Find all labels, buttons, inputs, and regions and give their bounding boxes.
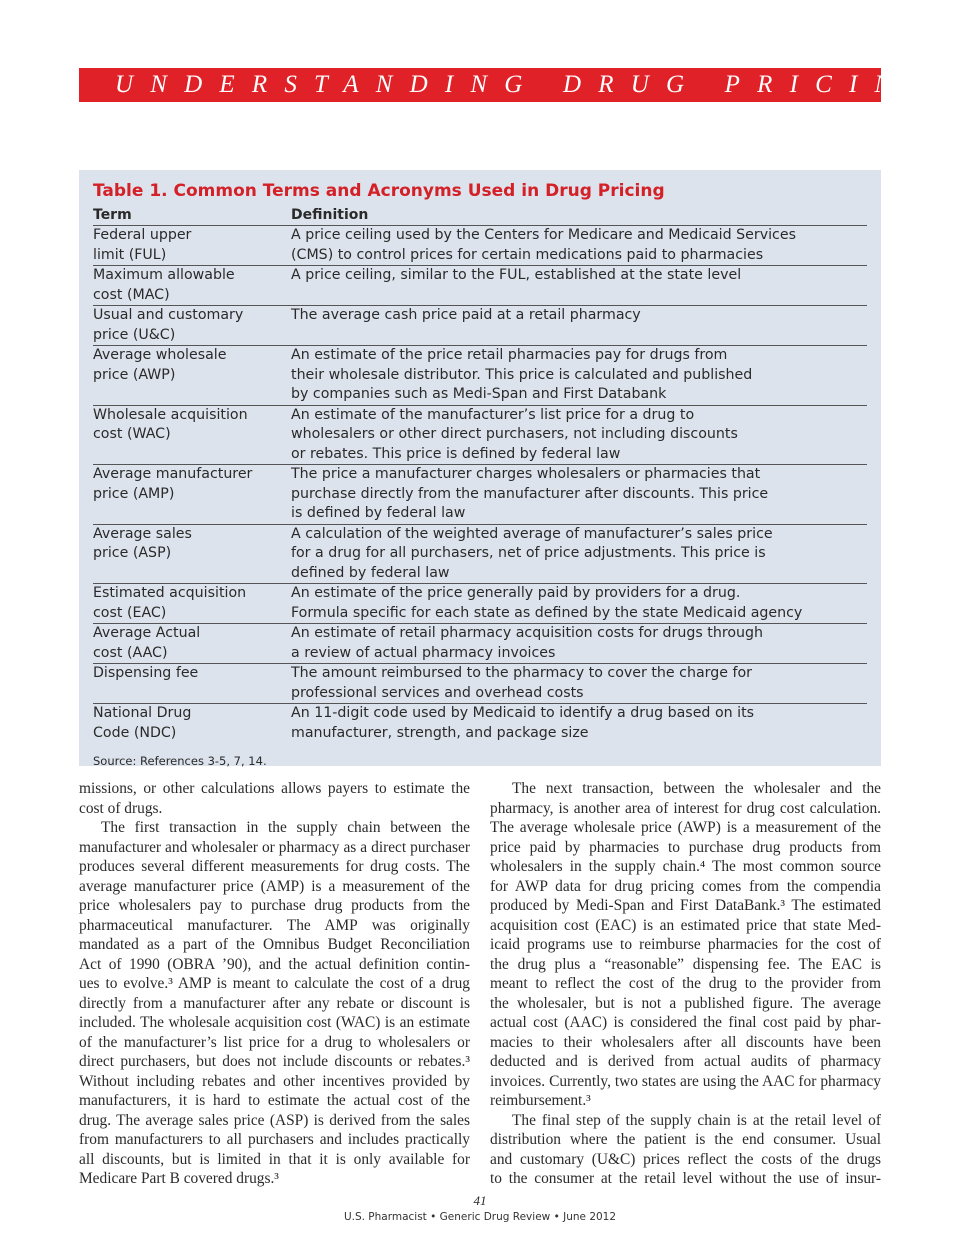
text-line: drug. The average sales price (ASP) is derived from the sales bbox=[79, 1111, 470, 1129]
term-cell bbox=[93, 624, 291, 663]
text-line: average manufacturer price (AMP) is a measurement of the bbox=[79, 877, 470, 895]
body-column-left bbox=[79, 779, 470, 1189]
definition-line: for a drug for all purchasers, net of price adjustments. This price is bbox=[291, 545, 766, 561]
text-line: Medicare Part B covered drugs.³ bbox=[79, 1170, 279, 1187]
page-footer: U.S. Pharmacist • Generic Drug Review • June 2012 bbox=[343, 1211, 617, 1223]
terms-table bbox=[79, 170, 881, 766]
body-paragraph bbox=[490, 1111, 881, 1189]
term-line: price (AMP) bbox=[93, 485, 175, 502]
table-row bbox=[93, 266, 867, 306]
term-line: Average sales bbox=[93, 525, 192, 542]
text-line: produced by Medi-Span and First DataBank.³ The estimated bbox=[490, 897, 881, 914]
text-line: directly from a manufacturer after any rebate or discount is bbox=[79, 994, 470, 1012]
text-line: the wholesaler, but is not a published figure. The average bbox=[490, 994, 881, 1012]
text-line: produces several different measurements for drug costs. The bbox=[79, 858, 470, 875]
table-row bbox=[93, 584, 867, 624]
term-line: Average manufacturer bbox=[93, 466, 253, 482]
text-line: missions, or other calculations allows payers to estimate the bbox=[79, 780, 470, 797]
definition-line: (CMS) to control prices for certain medications paid to pharmacies bbox=[291, 246, 764, 263]
text-line: actual cost (AAC) is considered the final cost paid by phar- bbox=[490, 1014, 881, 1031]
term-line: Usual and customary bbox=[93, 307, 244, 323]
text-line: pharmaceutical manufacturer. The AMP was originally bbox=[79, 916, 470, 934]
table-row bbox=[93, 346, 867, 406]
definition-line: A calculation of the weighted average of manufacturer’s sales price bbox=[291, 525, 773, 542]
text-line: price paid by pharmacies to purchase drug products from bbox=[490, 838, 881, 856]
text-line: of the manufacturer’s list price for a drug to wholesalers or bbox=[79, 1033, 470, 1051]
term-cell bbox=[93, 525, 291, 584]
definition-line: An estimate of the manufacturer’s list price for a drug to bbox=[291, 406, 695, 423]
body-paragraph bbox=[79, 818, 470, 1189]
text-line: wholesalers in the supply chain.⁴ The most common source bbox=[490, 858, 881, 875]
definition-line: wholesalers or other direct purchasers, not including discounts bbox=[291, 426, 738, 442]
text-line: The next transaction, between the wholesaler and the bbox=[512, 780, 881, 797]
definition-line: The amount reimbursed to the pharmacy to cover the charge for bbox=[291, 665, 752, 681]
page-number: 41 bbox=[473, 1193, 487, 1208]
definition-line: Formula specific for each state as defined by the state Medicaid agency bbox=[291, 604, 803, 621]
text-line: distribution where the patient is the end consumer. Usual bbox=[490, 1131, 881, 1148]
table-row bbox=[93, 704, 867, 743]
term-line: Dispensing fee bbox=[93, 665, 199, 681]
definition-line: defined by federal law bbox=[291, 564, 450, 581]
text-line: mandated as a part of the Omnibus Budget Reconciliation bbox=[79, 936, 470, 953]
body-paragraph bbox=[490, 779, 881, 1111]
definition-cell bbox=[291, 306, 867, 345]
table-row bbox=[93, 664, 867, 704]
table-row bbox=[93, 306, 867, 346]
table-source: Source: References 3-5, 7, 14. bbox=[93, 754, 267, 768]
text-line: The final step of the supply chain is at the retail level of bbox=[512, 1111, 881, 1129]
term-line: cost (WAC) bbox=[93, 426, 171, 442]
term-cell bbox=[93, 465, 291, 524]
definition-line: a review of actual pharmacy invoices bbox=[291, 644, 556, 661]
term-line: limit (FUL) bbox=[93, 246, 167, 263]
table-row bbox=[93, 406, 867, 466]
definition-line: The average cash price paid at a retail pharmacy bbox=[291, 307, 641, 323]
text-line: cost of drugs. bbox=[79, 799, 163, 817]
text-line: manufacturer and wholesaler or pharmacy as a direct purchaser bbox=[79, 838, 470, 856]
text-line: deducted and is derived from actual audits of pharmacy bbox=[490, 1053, 881, 1070]
definition-cell bbox=[291, 226, 867, 265]
section-banner bbox=[79, 68, 944, 102]
term-cell bbox=[93, 346, 291, 405]
definition-line: is defined by federal law bbox=[291, 505, 466, 521]
table-row bbox=[93, 465, 867, 525]
text-line: pharmacy, is another area of interest for drug cost calculation. bbox=[490, 799, 881, 817]
table-row bbox=[93, 525, 867, 585]
body-paragraph bbox=[79, 779, 470, 818]
term-line: price (U&C) bbox=[93, 326, 176, 343]
header-term: Term bbox=[93, 207, 132, 223]
text-line: for AWP data for drug pricing comes from the compendia bbox=[490, 877, 881, 895]
term-cell bbox=[93, 664, 291, 703]
definition-line: or rebates. This price is defined by federal law bbox=[291, 445, 621, 462]
definition-line: A price ceiling, similar to the FUL, established at the state level bbox=[291, 267, 742, 283]
definition-line: purchase directly from the manufacturer after discounts. This price bbox=[291, 485, 769, 502]
text-line: Act of 1990 (OBRA ’90), and the actual definition contin- bbox=[79, 955, 470, 973]
text-line: macies to their wholesalers after all discounts have been bbox=[490, 1033, 881, 1051]
body-column-right bbox=[490, 779, 881, 1189]
term-line: cost (MAC) bbox=[93, 286, 170, 303]
definition-line: An estimate of the price generally paid by providers for a drug. bbox=[291, 585, 741, 601]
term-line: Estimated acquisition bbox=[93, 585, 247, 601]
text-line: Without including rebates and other incentives provided by bbox=[79, 1072, 470, 1090]
text-line: direct purchasers, but does not include discounts or rebates.³ bbox=[79, 1053, 470, 1070]
text-line: acquisition cost (EAC) is an estimated price that state Med- bbox=[490, 916, 881, 934]
definition-cell bbox=[291, 266, 867, 305]
definition-cell bbox=[291, 704, 867, 743]
term-line: Federal upper bbox=[93, 227, 192, 243]
definition-line: An estimate of the price retail pharmacies pay for drugs from bbox=[291, 347, 728, 363]
header-definition: Definition bbox=[291, 207, 369, 223]
term-line: price (AWP) bbox=[93, 366, 176, 383]
definition-cell bbox=[291, 465, 867, 524]
definition-cell bbox=[291, 346, 867, 405]
text-line: the drug plus a “reasonable” dispensing fee. The EAC is bbox=[490, 955, 881, 973]
definition-cell bbox=[291, 624, 867, 663]
definition-line: A price ceiling used by the Centers for Medicare and Medicaid Services bbox=[291, 227, 796, 243]
banner-title: UNDERSTANDING DRUG PRICING bbox=[115, 71, 944, 98]
term-line: Wholesale acquisition bbox=[93, 406, 248, 423]
text-line: meant to reflect the cost of the drug to the provider from bbox=[490, 975, 881, 992]
text-line: to the consumer at the retail level without the use of insur- bbox=[490, 1170, 881, 1187]
table-row bbox=[93, 624, 867, 664]
definition-cell bbox=[291, 584, 867, 623]
text-line: reimbursement.³ bbox=[490, 1092, 591, 1109]
definition-cell bbox=[291, 406, 867, 465]
term-line: Maximum allowable bbox=[93, 267, 235, 283]
text-line: The first transaction in the supply chain between the bbox=[101, 819, 470, 836]
text-line: The average wholesale price (AWP) is a measurement of the bbox=[490, 819, 881, 836]
term-line: Average Actual bbox=[93, 625, 201, 641]
term-line: price (ASP) bbox=[93, 545, 172, 561]
definition-line: manufacturer, strength, and package size bbox=[291, 724, 589, 741]
definition-line: An estimate of retail pharmacy acquisition costs for drugs through bbox=[291, 625, 764, 641]
term-line: National Drug bbox=[93, 705, 192, 721]
term-cell bbox=[93, 584, 291, 623]
text-line: manufacturers, it is hard to estimate the actual cost of the bbox=[79, 1092, 470, 1109]
definition-line: by companies such as Medi-Span and First Databank bbox=[291, 386, 667, 402]
definition-line: professional services and overhead costs bbox=[291, 684, 584, 701]
definition-cell bbox=[291, 664, 867, 703]
term-line: Average wholesale bbox=[93, 347, 227, 363]
text-line: ues to evolve.³ AMP is meant to calculate the cost of a drug bbox=[79, 975, 470, 992]
text-line: and customary (U&C) prices reflect the costs of the drugs bbox=[490, 1150, 881, 1168]
definition-line: The price a manufacturer charges wholesalers or pharmacies that bbox=[291, 466, 761, 482]
text-line: icaid programs use to reimburse pharmacies for the cost of bbox=[490, 936, 881, 953]
term-cell bbox=[93, 266, 291, 305]
term-line: cost (AAC) bbox=[93, 644, 168, 661]
table-body bbox=[93, 226, 867, 743]
definition-line: their wholesale distributor. This price is calculated and published bbox=[291, 366, 753, 383]
term-cell bbox=[93, 704, 291, 743]
term-cell bbox=[93, 306, 291, 345]
term-line: cost (EAC) bbox=[93, 604, 167, 621]
text-line: price wholesalers pay to purchase drug products from the bbox=[79, 897, 470, 914]
term-cell bbox=[93, 226, 291, 265]
text-line: invoices. Currently, two states are using the AAC for pharmacy bbox=[490, 1072, 881, 1090]
term-line: Code (NDC) bbox=[93, 724, 177, 741]
text-line: from manufacturers to all purchasers and includes practically bbox=[79, 1131, 470, 1148]
text-line: all discounts, but is limited in that it is only available for bbox=[79, 1150, 470, 1168]
table-header-row bbox=[93, 206, 867, 226]
table-row bbox=[93, 226, 867, 266]
text-line: included. The wholesale acquisition cost (WAC) is an estimate bbox=[79, 1014, 470, 1031]
definition-line: An 11-digit code used by Medicaid to identify a drug based on its bbox=[291, 705, 755, 721]
table-title: Table 1. Common Terms and Acronyms Used in Drug Pricing bbox=[93, 181, 665, 201]
definition-cell bbox=[291, 525, 867, 584]
term-cell bbox=[93, 406, 291, 465]
